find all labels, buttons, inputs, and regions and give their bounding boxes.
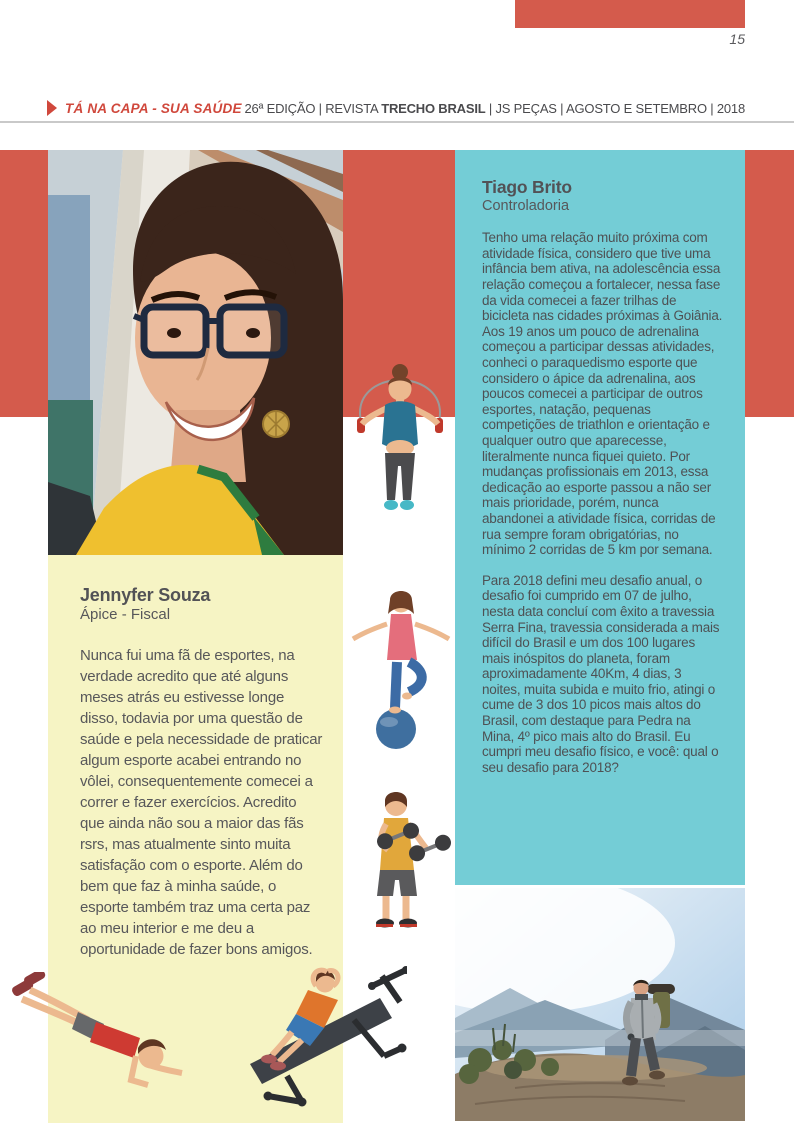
section-arrow-icon [47,100,57,116]
tiago-hiking-photo [455,888,745,1121]
dumbbell-illustration [346,784,454,932]
section-label: TÁ NA CAPA - SUA SAÚDE [65,100,242,116]
tiago-name: Tiago Brito [482,177,572,197]
tiago-profile-block [455,150,745,885]
mountain-summit-illustration [455,888,745,1121]
push-up-icon [8,972,208,1097]
tiago-role: Controladoria [482,198,570,215]
magazine-brand: TRECHO BRASIL [381,101,486,116]
tiago-paragraph-1: Tenho uma relação muito próxima com atividade física, considero que tive uma infância bem ativa, na adolescência essa relação começou a fortalecer, nessa fase da vida comecei a fazer trilhas de bicicleta nas cidades próximas à Goiânia. Aos 19 anos um pouco de adrenalina começou a participar dessas atividades, conheci o paraquedismo esporte que considero o ápice da adrenalina, aos poucos comecei a participar de outros esportes, natação, pequenas competições de triathlon e orientação e qualquer outro que aparecesse, literalmente nunca fiquei quieto. Por mudanças profissionais em 2013, essa dedicação ao esporte passou a não ser mais prioridade, porém, nunca abandonei a atividade física, corridas de rua sempre foram obrigatórias, no mínimo 2 corridas de 5 km por semana. [482,230,723,558]
page-number: 15 [729,31,745,47]
balance-ball-illustration [347,586,455,751]
jump-rope-illustration [345,352,455,537]
balance-ball-icon [347,586,455,751]
jennyfer-role: Ápice - Fiscal [80,605,171,623]
edition-line [245,101,745,116]
section-header [47,100,242,116]
tiago-paragraph-2: Para 2018 defini meu desafio anual, o desafio foi cumprido em 07 de julho, nesta data concluí com êxito a travessia Serra Fina, travessia considerada a mais difícil do Brasil e um dos 100 lugares mais inóspitos do planeta, foram aproximadamente 40Km, 4 dias, 3 noites, muita subida e muito frio, atingi o cume de 3 dos 10 picos mais altos do Brasil, com destaque para Pedra na Mina, 4º pico mais alto do Brasil. Eu cumpri meu desafio físico, e você: qual o seu desafio para 2018? [482,572,720,775]
push-up-illustration [8,972,208,1097]
sit-up-bench-icon [232,956,407,1114]
edition-suffix: | JS PEÇAS | AGOSTO E SETEMBRO | 2018 [485,101,745,116]
selfie-portrait-illustration [48,150,343,555]
header-divider [0,121,794,123]
jennyfer-paragraph: Nunca fui uma fã de esportes, na verdade acredito que até alguns meses atrás eu estivesse longe disso, todavia por uma questão de saúde e pela necessidade de praticar algum esporte acabei entrando no vôlei, consequentemente comecei a correr e fazer exercícios. Acredito que ainda não sou a maior das fãs rsrs, mas atualmente sinto muita satisfação com o esporte. Além do bem que faz à minha saúde, o esporte também traz uma certa paz ao meu interior e me deu a oportunidade de fazer bons amigos. [80,647,323,959]
sit-up-bench-illustration [232,956,407,1114]
jennyfer-photo [48,150,343,555]
corner-tab [515,0,745,28]
edition-prefix: 26ª EDIÇÃO | REVISTA [244,101,382,116]
dumbbell-icon [346,784,454,932]
jennyfer-name: Jennyfer Souza [80,585,211,605]
jump-rope-icon [345,352,455,537]
